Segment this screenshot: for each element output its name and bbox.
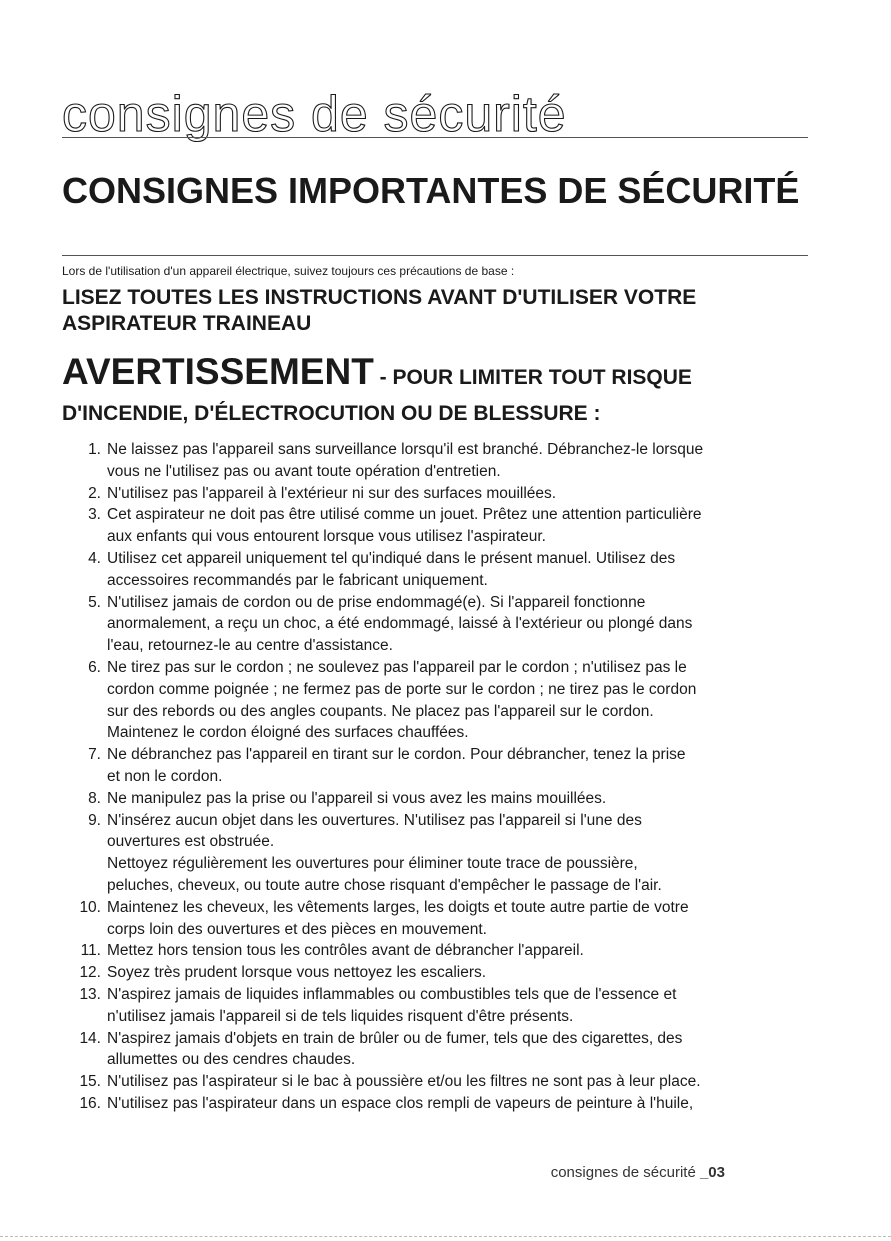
list-item — [62, 483, 812, 505]
item-number: 10. — [79, 898, 101, 916]
footer-section-label: consignes de sécurité — [550, 1164, 696, 1181]
chapter-title: consignes de sécurité — [62, 86, 567, 142]
item-number: 2. — [88, 484, 101, 502]
item-number: 12. — [79, 964, 101, 982]
item-text-line: sur des rebords ou des angles coupants. Ne placez pas l'appareil sur le cordon. — [107, 702, 654, 720]
item-number: 4. — [88, 549, 101, 567]
item-number: 1. — [88, 441, 101, 458]
item-text-line: accessoires recommandés par le fabricant uniquement. — [107, 571, 488, 589]
item-text-line: Cet aspirateur ne doit pas être utilisé comme un jouet. Prêtez une attention particulière — [107, 506, 702, 524]
list-item — [62, 1071, 812, 1093]
item-number: 9. — [88, 811, 101, 829]
warning-text-part1: - POUR LIMITER TOUT RISQUE — [373, 366, 692, 389]
item-text-line: Nettoyez régulièrement les ouvertures pour éliminer toute trace de poussière, — [107, 855, 638, 873]
intro-text: Lors de l'utilisation d'un appareil électrique, suivez toujours ces précautions de base : — [62, 264, 515, 278]
list-item — [62, 1028, 812, 1072]
item-text-line: N'utilisez jamais de cordon ou de prise endommagé(e). Si l'appareil fonctionne — [107, 593, 646, 611]
list-item — [62, 1093, 812, 1115]
item-number: 13. — [79, 985, 101, 1003]
item-text-line: allumettes ou des cendres chaudes. — [107, 1051, 356, 1069]
item-number: 7. — [88, 746, 101, 764]
item-text-line: Ne tirez pas sur le cordon ; ne soulevez pas l'appareil par le cordon ; n'utilisez pas le — [107, 658, 687, 676]
list-item — [62, 744, 812, 788]
item-text-line: Ne débranchez pas l'appareil en tirant sur le cordon. Pour débrancher, tenez la prise — [107, 746, 686, 764]
list-item — [62, 592, 812, 657]
list-item — [62, 940, 812, 962]
item-text-line: Utilisez cet appareil uniquement tel qu'indiqué dans le présent manuel. Utilisez des — [107, 549, 676, 567]
item-text-line: N'utilisez pas l'appareil à l'extérieur ni sur des surfaces mouillées. — [107, 484, 557, 502]
item-text-line: Maintenez les cheveux, les vêtements larges, les doigts et toute autre partie de votre — [107, 898, 689, 916]
warning-label: AVERTISSEMENT — [62, 351, 374, 392]
item-text-line: aux enfants qui vous entourent lorsque vous utilisez l'aspirateur. — [107, 528, 546, 546]
list-item — [62, 439, 812, 483]
item-text-line: corps loin des ouvertures et des pièces en mouvement. — [107, 920, 487, 938]
heading-divider — [62, 255, 808, 256]
item-number: 3. — [88, 506, 101, 524]
item-text-line: N'aspirez jamais d'objets en train de brûler ou de fumer, tels que des cigarettes, des — [107, 1029, 683, 1047]
main-heading: CONSIGNES IMPORTANTES DE SÉCURITÉ — [62, 170, 800, 211]
item-text-line: n'utilisez jamais l'appareil si de tels liquides risquent d'être présents. — [107, 1007, 574, 1025]
item-text-line: N'utilisez pas l'aspirateur dans un espace clos rempli de vapeurs de peinture à l'huile, — [107, 1094, 694, 1112]
item-text-line: Ne laissez pas l'appareil sans surveillance lorsqu'il est branché. Débranchez-le lorsque — [107, 441, 704, 458]
list-item — [62, 897, 812, 941]
item-text-line: l'eau, retournez-le au centre d'assistance. — [107, 637, 393, 655]
item-text-line: Soyez très prudent lorsque vous nettoyez les escaliers. — [107, 964, 487, 982]
item-text-line: N'insérez aucun objet dans les ouvertures. N'utilisez pas l'appareil si l'une des — [107, 811, 642, 829]
item-text-line: et non le cordon. — [107, 767, 223, 785]
item-number: 5. — [88, 593, 101, 611]
item-text-line: N'utilisez pas l'aspirateur si le bac à poussière et/ou les filtres ne sont pas à leur place. — [107, 1073, 701, 1091]
chapter-divider — [62, 137, 808, 138]
item-text-line: ouvertures est obstruée. — [107, 833, 275, 851]
item-text-line: anormalement, a reçu un choc, a été endommagé, laissé à l'extérieur ou plongé dans — [107, 615, 693, 633]
list-item — [62, 810, 812, 897]
item-number: 11. — [80, 942, 101, 960]
page-footer — [551, 1164, 725, 1181]
item-text-line: vous ne l'utilisez pas ou avant toute opération d'entretien. — [107, 462, 501, 480]
item-text-line: cordon comme poignée ; ne fermez pas de porte sur le cordon ; ne tirez pas le cordon — [107, 680, 697, 698]
list-item — [62, 984, 812, 1028]
list-item — [62, 548, 812, 592]
list-item — [62, 962, 812, 984]
page-number: _03 — [699, 1164, 725, 1181]
list-item — [62, 788, 812, 810]
item-number: 15. — [79, 1073, 101, 1091]
item-text-line: N'aspirez jamais de liquides inflammables ou combustibles tels que de l'essence et — [107, 985, 677, 1003]
item-number: 6. — [88, 658, 101, 676]
bottom-edge-line — [0, 1236, 891, 1237]
item-text-line: peluches, cheveux, ou toute autre chose risquant d'empêcher le passage de l'air. — [107, 876, 662, 894]
item-text-line: Ne manipulez pas la prise ou l'appareil si vous avez les mains mouillées. — [107, 789, 607, 807]
list-item — [62, 657, 812, 744]
read-instructions-heading: LISEZ TOUTES LES INSTRUCTIONS AVANT D'UTILISER VOTRE ASPIRATEUR TRAINEAU — [62, 286, 697, 335]
warning-text-part2: D'INCENDIE, D'ÉLECTROCUTION OU DE BLESSURE : — [62, 402, 601, 425]
item-number: 16. — [79, 1094, 101, 1112]
list-item — [62, 504, 812, 548]
item-text-line: Mettez hors tension tous les contrôles avant de débrancher l'appareil. — [107, 942, 584, 960]
safety-instructions-list — [62, 439, 812, 1115]
item-number: 8. — [88, 789, 101, 807]
item-text-line: Maintenez le cordon éloigné des surfaces chauffées. — [107, 724, 469, 742]
item-number: 14. — [79, 1029, 101, 1047]
warning-heading — [62, 350, 692, 400]
